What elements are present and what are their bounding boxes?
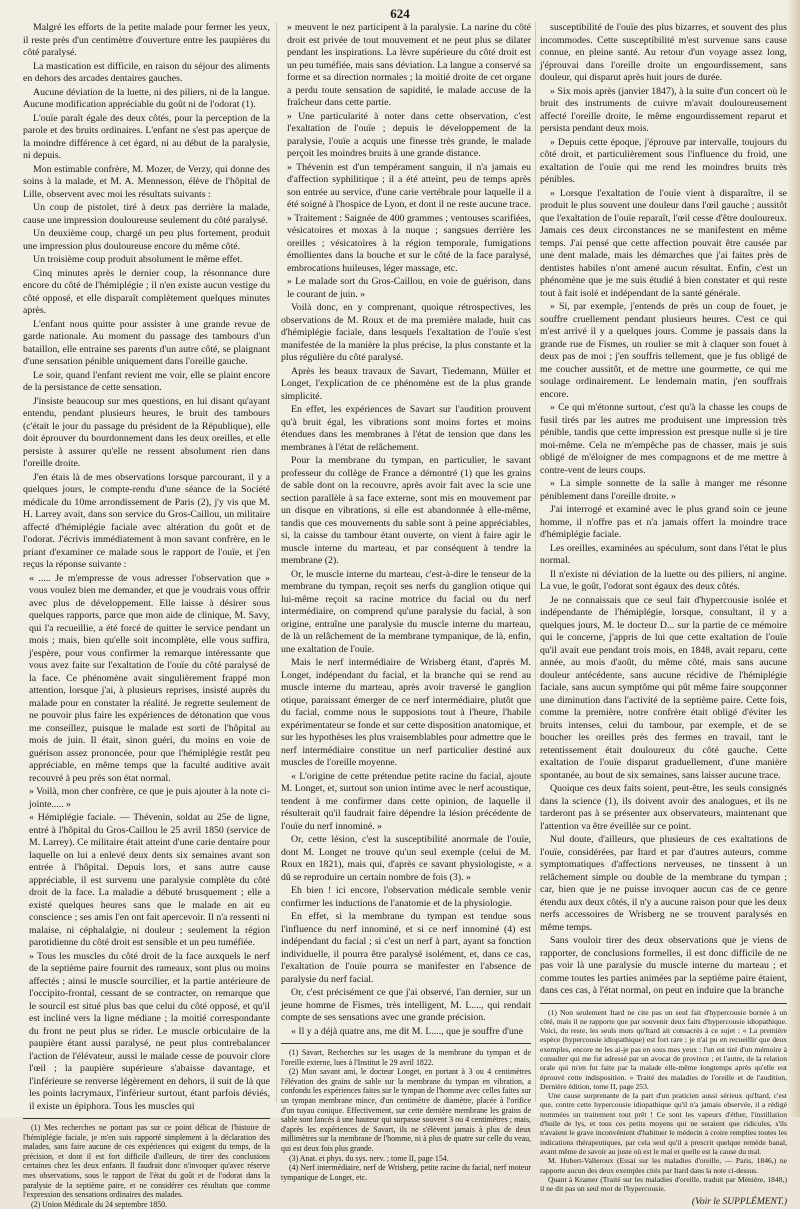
- paragraph: « Il y a déjà quatre ans, me dit M. L...., que je souffre d'une: [291, 1025, 524, 1037]
- paragraph: Voilà donc, en y comprenant, quoique rétrospectives, les observations de M. Roux et de ma première malade, huit cas d'hémiplégie faciale, dans lesquels l'exaltation de l'ouïe s'est manifestée de la manière la plus précise, la plus constante et la plus régulière du côté paralysé.: [281, 302, 531, 363]
- footnote: (2) Mon savant ami, le docteur Longet, en portant à 3 ou 4 centimètres l'élévation des grains de sable sur la membrane du tympan en vibration, a confondu les expériences faites sur le tympan de l'homme avec celles faites sur un tympan membrane mince, d'un centimètre de diamètre, placée à l'orifice d'un tuyau conique. Effectivement, sur cette dernière membrane les grains de sable sont lancés à une hauteur qui surpasse souvent 3 ou 4 centimètres ; mais, d'après les expériences de Savart, ils ne s'élèvent jamais à plus de deux millimètres sur la membrane de l'homme, ni à plus de quatre sur celle du veau, qui est deux fois plus grande.: [281, 1067, 531, 1153]
- footnote-rule: [281, 1043, 531, 1044]
- column-left: [23, 22, 270, 1209]
- footnote-rule: [540, 1003, 787, 1004]
- paragraph: » Si, par exemple, j'entends de près un coup de fouet, je souffre cruellement pendant plusieurs heures. C'est ce qui m'est arrivé il y a quelques jours. Comme je passais dans la grande rue de Fismes, un roulier se mit à claquer son fouet à deux pas de moi ; j'en souffris tellement, que je fus obligé de me coucher aussitôt, et de mettre une gourmette, ce qui me soulage ordinairement. Le lendemain matin, j'en souffrais encore.: [540, 301, 787, 400]
- paragraph: Cinq minutes après le dernier coup, la résonnance dure encore du côté de l'hémiplégie ; il n'en existe aucun vestige du côté opposé, et elle disparaît complètement quelques minutes après.: [23, 267, 270, 316]
- quote-paragraph: » Tous les muscles du côté droit de la face auxquels le nerf de la septième paire fournit des rameaux, sont plus ou moins affectés ; ainsi le muscle sourcilier, et la partie antérieure de l'occipito-frontal, cessant de se contracter, on remarque que le sourcil est situé plus bas que celui du côté opposé, et qu'il est incliné vers la ligne médiane ; la moitié correspondante du front ne peut plus se rider. Le muscle orbiculaire de la paupière étant aussi paralysé, ne peut plus contrebalancer l'action de l'élévateur, aussi le malade cesse de pouvoir clore l'œil ; la paupière supérieure s'abaisse davantage, et l'inférieure se renverse légèrement en dehors, il suit de là que les points lacrymaux, l'inférieur surtout, étant parfois déviés, il existe un épiphora. Tous les muscles qui: [29, 950, 270, 1112]
- paragraph: Les oreilles, examinées au spéculum, sont dans l'état le plus normal.: [540, 542, 787, 566]
- footnote: (2) Union Médicale du 24 septembre 1850.: [31, 1199, 168, 1209]
- paragraph: J'ai interrogé et examiné avec le plus grand soin ce jeune homme, il n'offre pas et n'a jamais offert la moindre trace d'hémiplégie faciale.: [540, 504, 787, 540]
- paragraph: Mon estimable confrère, M. Mozer, de Verzy, qui donne des soins à la malade, et M. A. Mennesson, élève de l'hôpital de Lille, observent avec moi les résultats suivants :: [23, 163, 270, 200]
- quote-paragraph: « Hémiplégie faciale. — Thévenin, soldat au 25e de ligne, entré à l'hôpital du Gros-Caillou le 25 avril 1850 (service de M. Larrey). Ce militaire était atteint d'une carie dentaire pour laquelle on lui a enlevé deux dents six semaines avant son entrée à l'hôpital. Depuis lors, et sans autre cause appréciable, il est survenu une paralysie complète du côté droit de la face. La maladie a débuté brusquement ; elle a existé quelques heures sans que le malade en ait eu conscience ; ses amis l'en ont fait apercevoir. Il n'a ressenti ni malaise, ni céphalalgie, ni douleur ; seulement la région parotidienne du côté droit est sensible et un peu tuméfiée.: [29, 812, 270, 948]
- paragraph: Je ne connaissais que ce seul fait d'hypercousie isolée et indépendante de l'hémiplégie, lorsque, consultant, il y a quelques jours, M. le docteur D... sur la partie de ce mémoire qui le concerne, j'appris de lui que cette exaltation de l'ouïe qu'il avait eue pendant trois mois, en 1848, avait reparu, cette année, au mois d'août, du même côté, mais sans aucune douleur antécédente, sans aucune récidive de l'hémiplégie faciale, sans aucun symptôme qui pût même faire soupçonner une diminution dans l'activité de la septième paire. Cette fois, comme la première, notre confrère était obligé d'éviter les bruits intenses, celui du tambour, par exemple, et de se boucher les oreilles près des fermes en travail, tant le retentissement était douloureux du côté gauche. Cette exaltation de l'ouïe disparut graduellement, d'une manière spontanée, au bout de six semaines, sans laisser aucune trace.: [540, 594, 787, 781]
- page-number: 624: [390, 6, 410, 21]
- paragraph: susceptibilité de l'ouïe des plus bizarres, et souvent des plus incommodes. Cette susceptibilité m'est survenue sans cause connue, en pleine santé. Au retour d'un voyage assez long, j'éprouvai dans l'oreille droite un engourdissement, sans douleur, qui disparut après huit jours de durée.: [540, 22, 787, 83]
- body-paragraphs: [281, 302, 531, 1038]
- paragraph: Un deuxième coup, chargé un peu plus fortement, produit une impression plus douloureuse encore du même côté.: [23, 228, 270, 252]
- paragraph: Un coup de pistolet, tiré à deux pas derrière la malade, cause une impression douloureuse seulement du côté paralysé.: [23, 202, 270, 226]
- column-divider: [535, 22, 536, 1102]
- quote-paragraph: « ..... Je m'empresse de vous adresser l'observation que » vous voulez bien me demander, et que je voudrais vous offrir avec plus de développement. Elle laisse à désirer sous quelques rapports, parce que mon aide de clinique, M. Savy, qui l'a recueillie, a été forcé de quitter le service pendant un mois ; mais, bien qu'elle soit incomplète, elle vous suffira, j'espère, pour vous confirmer la remarque intéressante que vous avez faite sur l'exaltation de l'ouïe du côté paralysé de la face. Ce phénomène avait singulièrement frappé mon attention, lorsque j'ai, à plusieurs reprises, insisté auprès du malade pour en constater la réalité. Je regrette seulement de ne pouvoir plus faire les expériences de détonation que vous me conseillez, puisque le malade est sorti de l'hôpital au mois de juin. Il était, sinon guéri, du moins en voie de guérison assez prononcée, pour que l'hémiplégie restât peu appréciable, en même temps que la faculté auditive avait recouvré à peu près son état normal.: [29, 572, 270, 784]
- paragraph: Le soir, quand l'enfant revient me voir, elle se plaint encore de la persistance de cette sensation.: [23, 369, 270, 393]
- paragraph: En effet, si la membrane du tympan est tendue sous l'influence du nerf innominé, et si ce nerf innominé (4) est indépendant du facial ; si c'est un nerf à part, ayant sa fonction individuelle, il pourra être paralysé isolément, et, dans ce cas, l'exaltation de l'ouïe pourra se manifester en l'absence de paralysie du nerf facial.: [281, 911, 531, 985]
- footnote: (4) Nerf intermédiaire, nerf de Wrisberg, petite racine du facial, nerf moteur tympanique de Longet, etc.: [281, 1163, 531, 1182]
- quoted-observation: [281, 22, 531, 301]
- paragraph: » La simple sonnette de la salle à manger me résonne péniblement dans l'oreille droite. »: [540, 478, 787, 502]
- quote-paragraph: » Traitement : Saignée de 400 grammes ; ventouses scarifiées, vésicatoires et moxas à la nuque ; sangsues derrière les oreilles ; vésicatoires à la région temporale, fumigations émollientes dans la bouche et sur le côté de la face paralysé, embrocations huileuses, léger massage, etc.: [287, 212, 531, 274]
- footnote: (1) Non seulement Itard ne cite pas un seul fait d'hypercousie bornée à un côté, mais il ne rapporte que par souvenir deux faits d'hypercousie idiopathique. Voici, du reste, les seuls mots qu'Itard ait consacrés à ce sujet : « La première espèce (hypercousie idiopathique) est fort rare ; je n'ai pu en recueillir que deux exemples, encore ne les ai-je pas en sous mes yeux : l'un est tiré d'un mémoire à consulter qui me fut adressé par un avocat de province ; et l'autre, de la relation orale qui m'en fut faite par la malade elle-même longtemps après qu'elle eut éprouvé cette indisposition. » Traité des maladies de l'oreille et de l'audition, Dernière édition, tome II, page 253.: [540, 1007, 787, 1091]
- paragraph: Nul doute, d'ailleurs, que plusieurs de ces exaltations de l'ouïe, considérées, par Itard et par d'autres auteurs, comme symptomatiques d'affections nerveuses, ne tinssent à un relâchement simple ou double de la membrane du tympan ; car, bien que je ne puisse invoquer aucun cas de ce genre étendu aux deux côtés, il n'y a aucune raison pour que les deux nerfs accessoires de Wrisberg ne se trouvent paralysés en même temps.: [540, 834, 787, 933]
- paragraph: » Lorsque l'exaltation de l'ouïe vient à disparaître, il se produit le plus souvent une douleur dans l'œil gauche ; aussitôt que l'exaltation de l'ouïe reparaît, l'œil cesse d'être douloureux. Jamais ces deux circonstances ne se manifestent en même temps. J'ai pensé que cette affection pouvait être causée par une dent malade, mais les démarches que j'ai faites près de dentistes habiles n'ont amené aucun résultat. Enfin, c'est un phénomène que je me suis étudié à bien constater et qui reste tout à fait isolé et indépendant de la santé générale.: [540, 187, 787, 299]
- footnote: M. Hubert-Valleroux (Essai sur les maladies d'oreille, — Paris, 1846,) ne rapporte aucun des deux exemples cités par Itard dans la note ci-dessus.: [540, 1156, 787, 1175]
- paragraph: Après les beaux travaux de Savart, Tiedemann, Müller et Longet, l'explication de ce phénomène est de la plus grande simplicité.: [281, 365, 531, 402]
- column-middle: [281, 22, 531, 1182]
- footnotes: [23, 1123, 270, 1209]
- page-edge: [788, 0, 800, 1117]
- paragraph: J'insiste beaucoup sur mes questions, en lui disant qu'ayant entendu, pendant plusieurs heures, le bruit des tambours (c'était le jour du passage du président de la République), elle doit éprouver du bourdonnement dans les deux oreilles, et elle persiste à assurer qu'elle ne ressent absolument rien dans l'oreille droite.: [23, 395, 270, 469]
- quoted-letter: [23, 573, 270, 1114]
- column-right: [540, 22, 787, 1208]
- paragraph: En effet, les expériences de Savart sur l'audition prouvent qu'à bruit égal, les vibrations sont moins fortes et moins étendues dans les membranes à l'état de tension que dans les membranes à l'état de relâchement.: [281, 404, 531, 453]
- quote-paragraph: » Le malade sort du Gros-Caillou, en voie de guérison, dans le courant de juin. »: [287, 276, 531, 300]
- paragraph: La mastication est difficile, en raison du séjour des aliments en dehors des arcades dentaires gauches.: [23, 60, 270, 84]
- paragraph: » Six mois après (janvier 1847), à la suite d'un concert où le bruit des instruments de cuivre m'avait douloureusement affecté l'oreille droite, le même engourdissement reparut et persista pendant deux mois.: [540, 85, 787, 134]
- footnote: Quant à Kramer (Traité sur les maladies d'oreille, traduit par Ménière, 1848,) il ne dit pas un seul mot de l'hypercousie.: [540, 1174, 787, 1194]
- paragraph: » Ce qui m'étonne surtout, c'est qu'à la chasse les coups de fusil tirés par les autres me produisent une impression très pénible, tandis que cette impression est presque nulle si je tire moi-même. Cela ne m'empêche pas de chasser, mais je suis obligé de m'éloigner de mes compagnons et de me mettre à contre-vent de leurs coups.: [540, 402, 787, 476]
- paragraph: Or, le muscle interne du marteau, c'est-à-dire le tenseur de la membrane du tympan, reçoit ses nerfs du ganglion otique qui lui-même reçoit sa racine motrice du facial ou du nerf intermédiaire, on comprend qu'une paralysie du facial, à son origine, entraîne une paralysie du muscle interne du marteau, de là un relâchement de la membrane tympanique, de là, enfin, une exaltation de l'ouïe.: [281, 568, 531, 655]
- column-divider: [276, 22, 277, 1102]
- paragraph: Quoique ces deux faits soient, peut-être, les seuls consignés dans la science (1), ils doivent avoir des analogues, et ils ne tarderont pas à se présenter aux observateurs, maintenant que l'attention va être éveillée sur ce point.: [540, 783, 787, 832]
- footnote: (3) Anat. et phys. du sys. nerv. ; tome II, page 154.: [289, 1153, 449, 1163]
- paragraph: Un troisième coup produit absolument le même effet.: [33, 254, 243, 265]
- paragraph: Pour la membrane du tympan, en particulier, le savant professeur du collège de France a démontré (1) que les grains de sable dont on la recouvre, après avoir fait avec la scie une section parallèle à sa face externe, sont mis en mouvement par un disque en vibrations, si elle est abandonnée à elle-même, tandis que ces mouvements du sable sont à peine appréciables, si, la caisse du tambour étant ouverte, on vient à faire agir le muscle interne du marteau, et par conséquent à tendre la membrane (2).: [281, 455, 531, 566]
- supplement-reference: (Voir le SUPPLÉMENT.): [691, 1197, 787, 1208]
- body-paragraphs: [23, 22, 270, 572]
- paragraph: L'ouïe paraît égale des deux côtés, pour la perception de la parole et des bruits ordinaires. L'enfant ne s'est pas aperçue de la moindre différence à cet égard, ni au début de la paralysie, ni depuis.: [23, 112, 270, 161]
- footnotes: [540, 1008, 787, 1194]
- paragraph: » Depuis cette époque, j'éprouve par intervalle, toujours du côté droit, et particulièrement sous l'influence du froid, une exaltation de l'ouïe qui me rend les moindres bruits très pénibles.: [540, 136, 787, 185]
- quote-paragraph: » Voilà, mon cher confrère, ce que je puis ajouter à la note ci-jointe..... »: [29, 786, 270, 810]
- paragraph: Sans vouloir tirer des deux observations que je viens de rapporter, de conclusions formelles, il est donc difficile de ne pas voir là une paralysie du muscle interne du marteau ; et comme toutes les parties animées par la septième paire étaient, dans ces cas, à l'état normal, on peut en induire que la branche: [540, 935, 787, 996]
- footnote: (1) Mes recherches ne portant pas sur ce point délicat de l'histoire de l'hémiplégie faciale, je m'en suis rapporté simplement à la déclaration des malades, sans faire aucune de ces expériences qui exigent du temps, de la précision, et dont il est fort difficile d'ailleurs, de tirer des conclusions certaines chez les deux enfants. Il faudrait donc n'invoquer qu'avec réserve mes observations, sous le rapport de l'état du goût et de l'odorat dans la paralysie de la septième paire, et ne considérer ces résultats que comme l'expression des sensations ordinaires des malades.: [23, 1123, 270, 1200]
- body-paragraphs: [540, 22, 787, 998]
- footnote: Une cause surprenante de la part d'un praticien aussi sérieux qu'Itard, c'est que, contre cette hypercousie idiopathique qu'il n'a jamais observée, il a rédigé nommées un traitement tout prêt ! Ce sont les vapeurs d'éther, l'instillation d'huile de lys, et tous ces petits moyens qui ne seraient que ridicules, s'ils n'avaient le grave inconvénient d'habituer le médecin à croire remplies toutes les indications thérapeutiques, par cela seul qu'il a prescrit quelque remède banal, avant même de savoir au juste où est le mal et quelle est la cause du mal.: [540, 1091, 787, 1156]
- paragraph: Malgré les efforts de la petite malade pour fermer les yeux, il reste près d'un centimètre d'ouverture entre les paupières du côté paralysé.: [23, 22, 270, 58]
- footnote: (1) Savart, Recherches sur les usages de la membrane du tympan et de l'oreille externe, lues à l'Institut le 29 avril 1822.: [281, 1048, 531, 1067]
- paragraph: Or, cette lésion, c'est la susceptibilité anormale de l'ouïe, dont M. Longet ne trouve qu'un seul exemple (celui de M. Roux en 1821), mais qui, d'après ce savant physiologiste, « a dû se reproduire un certain nombre de fois (3). »: [281, 834, 531, 883]
- paragraph: Eh bien ! ici encore, l'observation médicale semble venir confirmer les inductions de l'anatomie et de la physiologie.: [281, 885, 531, 909]
- paragraph: J'en étais là de mes observations lorsque parcourant, il y a quelques jours, le compte-rendu d'une séance de la Société médicale du 10me arrondissement de Paris (2), j'y vis que M. H. Larrey avait, dans son service du Gros-Caillou, un militaire affecté d'hémiplégie faciale avec altération du goût et de l'odorat. J'écrivis immédiatement à mon savant confrère, en le priant d'examiner ce malade sous le rapport de l'ouïe, et j'en reçus la réponse suivante :: [23, 471, 270, 570]
- quote-paragraph: » Une particularité à noter dans cette observation, c'est l'exaltation de l'ouïe ; depuis le développement de la paralysie, l'ouïe a acquis une finesse très grande, le malade perçoit les moindres bruits à une grande distance.: [287, 110, 531, 159]
- paragraph: « L'origine de cette prétendue petite racine du facial, ajoute M. Longet, et, surtout son union intime avec le nerf acoustique, tendent à me confirmer dans cette opinion, de laquelle il résulterait qu'il faudrait faire dépendre la lésion précédente de l'ouïe du nerf innominé. »: [281, 770, 531, 832]
- paragraph: Or, c'est précisément ce que j'ai observé, l'an dernier, sur un jeune homme de Fismes, très intelligent, M. L...., qui rendait compte de ses sensations avec une grande précision.: [281, 987, 531, 1023]
- paragraph: L'enfant nous quitte pour assister à une grande revue de garde nationale. Au moment du passage des tambours d'un bataillon, elle entraine ses parents d'un autre côté, se plaignant d'une sensation pénible uniquement dans l'oreille gauche.: [23, 318, 270, 367]
- quote-paragraph: » Thévenin est d'un tempérament sanguin, il n'a jamais eu d'affection syphilitique ; il a été atteint, peu de temps après son entrée au service, d'une carie vertébrale pour laquelle il a été soigné à l'hospice de Lyon, et dont il ne reste aucune trace.: [287, 161, 531, 210]
- footnotes: [281, 1048, 531, 1182]
- paragraph: Il n'existe ni déviation de la luette ou des piliers, ni angine. La vue, le goût, l'odorat sont égaux des deux côtés.: [540, 568, 787, 592]
- quote-paragraph: » meuvent le nez participent à la paralysie. La narine du côté droit est privée de tout mouvement et ne peut plus se dilater pendant les inspirations. La lèvre supérieure du côté droit est un peu tuméfiée, mais sans déviation. La langue a conservé sa forme et sa direction normales ; la moitié droite de cet organe a perdu toute sensation de sapidité, le malade accuse de la fraîcheur dans cette partie.: [287, 22, 531, 108]
- footnote-rule: [23, 1118, 270, 1119]
- paragraph: Mais le nerf intermédiaire de Wrisberg étant, d'après M. Longet, indépendant du facial, et la branche qui se rend au muscle interne du marteau, après avoir traversé le ganglion otique, paraissant émerger de ce nerf intermédiaire, plutôt que du facial, comme nous le supposions tout à l'heure, l'habile expérimentateur se fonde et sur cette disposition anatomique, et sur les hypothèses les plus vraisemblables pour admettre que le nerf intermédiaire constitue un nerf particulier destiné aux muscles de l'oreille moyenne.: [281, 657, 531, 768]
- paragraph: Aucune déviation de la luette, ni des piliers, ni de la langue. Aucune modification appréciable du goût ni de l'odorat (1).: [23, 86, 270, 110]
